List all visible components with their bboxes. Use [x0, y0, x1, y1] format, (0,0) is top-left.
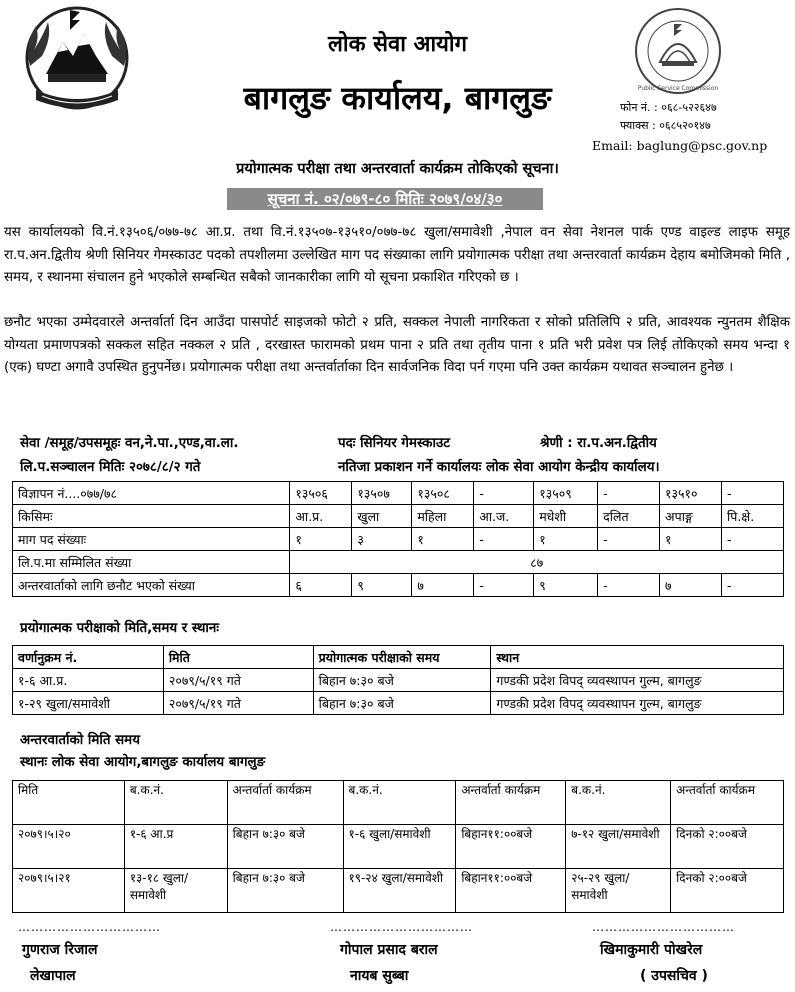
- signatory-1-name: गुणराज रिजाल: [22, 942, 98, 958]
- table-cell: २५-२९ खुला/समावेशी: [566, 869, 671, 913]
- table-cell: -: [721, 482, 783, 505]
- table-cell: -: [721, 528, 783, 551]
- notice-subject: प्रयोगात्मक परीक्षा तथा अन्तरवार्ता कार्यक्रम तोकिएको सूचना।: [236, 161, 559, 177]
- table-cell: गण्डकी प्रदेश विपद् व्यवस्थापन गुल्म, बागलुङ: [491, 692, 784, 715]
- table-row: [13, 551, 784, 574]
- table-row: [13, 574, 784, 597]
- column-header: मिति: [13, 781, 125, 825]
- table-cell: १: [660, 528, 722, 551]
- row-label: माग पद संख्याः: [13, 528, 290, 551]
- table-cell: मधेशी: [534, 505, 598, 528]
- table-cell: -: [598, 574, 660, 597]
- signatory-1-title: लेखापाल: [30, 968, 76, 984]
- column-header: अन्तर्वार्ता कार्यक्रम: [671, 781, 784, 825]
- column-header: स्थान: [491, 646, 784, 669]
- table-cell: २०७९/५/१९ गते: [163, 692, 313, 715]
- row-label: विज्ञापन नं....०७७/७८: [13, 482, 290, 505]
- column-header: अन्तर्वार्ता कार्यक्रम: [227, 781, 343, 825]
- service-group: सेवा /समूह/उपसमूहः वन,ने.पा.,एण्ड,वा.ला.: [20, 436, 239, 451]
- table-cell: बिहान११:००बजे: [456, 825, 566, 869]
- post-name: पदः सिनियर गेमस्काउट: [338, 436, 451, 451]
- table-row: [13, 505, 784, 528]
- table-row: [13, 482, 784, 505]
- seal-text: Public Service Commission: [637, 85, 719, 92]
- signature-line-3: ……………………………: [592, 920, 735, 934]
- table-cell: -: [474, 482, 534, 505]
- office-title: बागलुङ कार्यालय, बागलुङ: [243, 79, 552, 117]
- table-cell: अपाङ्ग: [660, 505, 722, 528]
- vacancy-table: [12, 481, 784, 597]
- table-cell: १९-२४ खुला/समावेशी: [343, 869, 456, 913]
- signatory-3-name: खिमाकुमारी पोखरेल: [600, 942, 703, 958]
- table-cell: १३५०९: [534, 482, 598, 505]
- post-level: श्रेणी : रा.प.अन.द्वितीय: [540, 436, 657, 451]
- signatory-2-name: गोपाल प्रसाद बराल: [340, 942, 438, 958]
- table-cell: दिनको २:००बजे: [671, 825, 784, 869]
- table-cell: -: [598, 528, 660, 551]
- row-label: लि.प.मा सम्मिलित संख्या: [13, 551, 290, 574]
- table-cell: १-६ खुला/समावेशी: [343, 825, 456, 869]
- table-cell: १३५०६: [290, 482, 352, 505]
- table-cell: ९: [534, 574, 598, 597]
- table-cell: ७-१२ खुला/समावेशी: [566, 825, 671, 869]
- table-cell: ७: [412, 574, 474, 597]
- table-cell: -: [721, 574, 783, 597]
- table-cell: १३५०७: [352, 482, 412, 505]
- table-cell: बिहान ७:३० बजे: [313, 692, 491, 715]
- interview-heading: अन्तरवार्ताको मिति समय: [20, 733, 140, 748]
- row-label: अन्तरवार्ताको लागि छनौट भएको संख्या: [13, 574, 290, 597]
- table-cell: आ.ज.: [474, 505, 534, 528]
- column-header: ब.क.नं.: [343, 781, 456, 825]
- table-cell: -: [598, 482, 660, 505]
- table-cell: बिहान ७:३० बजे: [313, 669, 491, 692]
- table-cell: -: [474, 574, 534, 597]
- table-cell: २०७९।५।२०: [13, 825, 125, 869]
- exam-date: लि.प.सञ्चालन मितिः २०७८/८/२ गते: [20, 460, 201, 475]
- signature-line-1: ……………………………: [18, 920, 161, 934]
- table-cell: दिनको २:००बजे: [671, 869, 784, 913]
- table-header-row: [13, 646, 784, 669]
- email-address: Email: baglung@psc.gov.np: [592, 138, 768, 153]
- table-cell: ३: [352, 528, 412, 551]
- column-header: वर्णानुक्रम नं.: [13, 646, 164, 669]
- row-label: किसिमः: [13, 505, 290, 528]
- interview-venue-text: स्थानः लोक सेवा आयोग,बागलुङ कार्यालय बागलुङ: [20, 755, 266, 770]
- column-header: ब.क.नं.: [566, 781, 671, 825]
- fax-number: फ्याक्स : ०६८५२०१४७: [620, 119, 711, 132]
- signatory-2-title: नायब सुब्बा: [350, 968, 409, 984]
- table-row: [13, 528, 784, 551]
- signature-line-2: ……………………………: [330, 920, 473, 934]
- practical-exam-table: [12, 645, 784, 715]
- table-cell: महिला: [412, 505, 474, 528]
- signatory-3-title: ( उपसचिव ): [640, 968, 708, 984]
- column-header: अन्तर्वार्ता कार्यक्रम: [456, 781, 566, 825]
- table-row: [13, 869, 784, 913]
- table-cell: १-६ आ.प्र: [124, 825, 227, 869]
- table-cell: ६: [290, 574, 352, 597]
- table-row: [13, 669, 784, 692]
- table-cell: बिहान ७:३० बजे: [227, 869, 343, 913]
- table-cell: १: [290, 528, 352, 551]
- table-cell: -: [474, 528, 534, 551]
- column-header: मिति: [163, 646, 313, 669]
- interview-venue: [20, 752, 265, 770]
- table-cell: १३-१८ खुला/समावेशी: [124, 869, 227, 913]
- notice-number: सूचना नं. ०२/०७९-८० मितिः २०७९/०४/३०: [227, 188, 543, 210]
- table-header-row: [13, 781, 784, 825]
- table-cell: आ.प्र.: [290, 505, 352, 528]
- notice-paragraph-2: छनौट भएका उम्मेदवारले अन्तर्वार्ता दिन आउँदा पासपोर्ट साइजको फोटो २ प्रति, सक्कल नेपाली नागरिकता र सोको प्रतिलिपि २ प्रति, आवश्यक न्युनतम शैक्षिक योग्यता प्रमाणपत्रको सक्कल सहित नक्कल २ प्रति , दरखास्त फारामको प्रथम पाना २ प्रति तथा तृतीय पाना १ प्रति भरी प्रवेश पत्र लिई तोकिएको समय भन्दा १ (एक) घण्टा अगावै उपस्थित हुनुपर्नेछ। प्रयोगात्मक परीक्षा तथा अन्तर्वार्ताका दिन सार्वजनिक विदा पर्न गएमा पनि उक्त कार्यक्रम यथावत सञ्चालन हुनेछ ।: [4, 315, 790, 376]
- table-cell: बिहान११:००बजे: [456, 869, 566, 913]
- table-cell: १: [534, 528, 598, 551]
- commission-title: लोक सेवा आयोग: [328, 32, 467, 57]
- table-cell: गण्डकी प्रदेश विपद् व्यवस्थापन गुल्म, बागलुङ: [491, 669, 784, 692]
- table-cell: दलित: [598, 505, 660, 528]
- merged-cell: ८७: [290, 551, 784, 574]
- notice-paragraph-1: यस कार्यालयको वि.नं.१३५०६/०७७-७८ आ.प्र. तथा वि.नं.१३५०७-१३५१०/०७७-७८ खुला/समावेशी ,नेपाल वन सेवा नेशनल पार्क एण्ड वाइल्ड लाइफ समूह रा.प.अन.द्वितीय श्रेणी सिनियर गेमस्काउट पदको तपशीलमा उल्लेखित माग पद संख्याका लागि प्रयोगात्मक परीक्षा तथा अन्तरवार्ता कार्यक्रम देहाय बमोजिमको मिति , समय, र स्थानमा संचालन हुने भएकोले सम्बन्धित सबैको जानकारीका लागि यो सूचना प्रकाशित गरिएको छ ।: [4, 225, 790, 286]
- column-header: ब.क.नं.: [124, 781, 227, 825]
- table-cell: १-२९ खुला/समावेशी: [13, 692, 164, 715]
- table-cell: ७: [660, 574, 722, 597]
- table-cell: ९: [352, 574, 412, 597]
- table-cell: २०७९/५/१९ गते: [163, 669, 313, 692]
- interview-table: [12, 780, 784, 913]
- table-cell: २०७९।५।२१: [13, 869, 125, 913]
- result-office: नतिजा प्रकाशन गर्ने कार्यालयः लोक सेवा आयोग केन्द्रीय कार्यालय।: [338, 460, 660, 475]
- table-cell: १-६ आ.प्र.: [13, 669, 164, 692]
- table-cell: १: [412, 528, 474, 551]
- column-header: प्रयोगात्मक परीक्षाको समय: [313, 646, 491, 669]
- table-row: [13, 825, 784, 869]
- practical-exam-heading: प्रयोगात्मक परीक्षाको मिति,समय र स्थानः: [20, 621, 220, 636]
- table-cell: १३५०८: [412, 482, 474, 505]
- table-cell: १३५१०: [660, 482, 722, 505]
- table-row: [13, 692, 784, 715]
- table-cell: खुला: [352, 505, 412, 528]
- phone-number: फोन नं. : ०६८-५२२६४७: [620, 101, 717, 114]
- table-cell: बिहान ७:३० बजे: [227, 825, 343, 869]
- table-cell: पि.क्षे.: [721, 505, 783, 528]
